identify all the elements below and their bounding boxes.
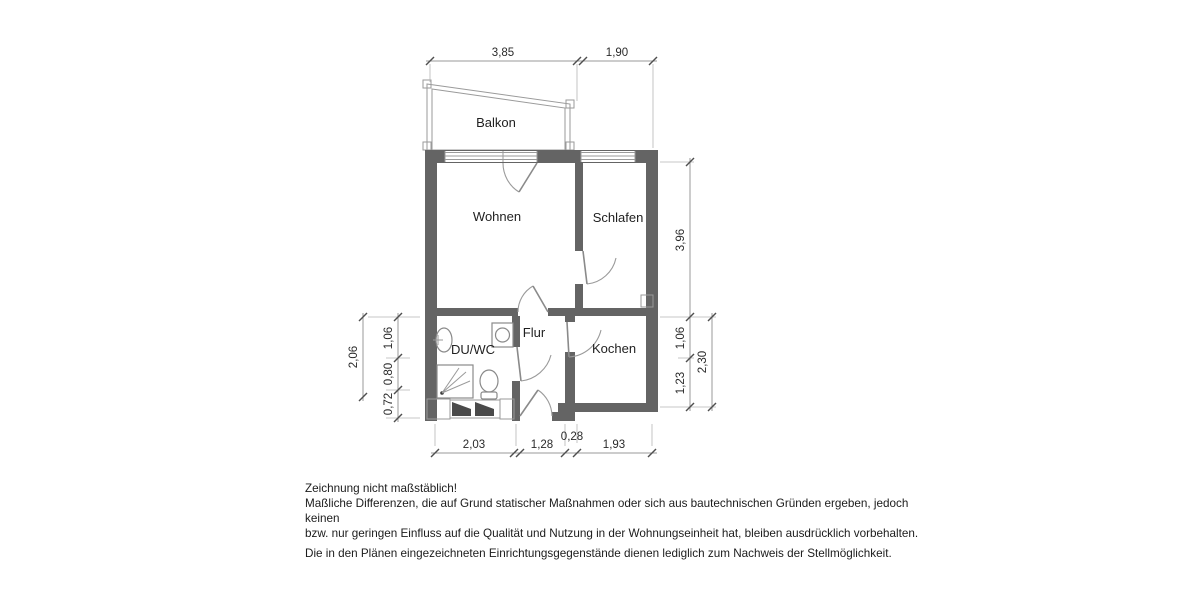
door-entrance bbox=[520, 390, 552, 416]
window-sash-icon bbox=[452, 402, 471, 416]
window-sash-icon bbox=[475, 402, 494, 416]
dim-left-inner-3: 0,72 bbox=[383, 392, 395, 416]
shower-icon bbox=[437, 365, 473, 398]
dim-bottom-1: 2,03 bbox=[462, 439, 486, 451]
bathroom-fixtures bbox=[433, 323, 513, 399]
room-label-balkon: Balkon bbox=[476, 115, 516, 130]
wall-left bbox=[425, 163, 437, 421]
dimension-left bbox=[348, 313, 420, 422]
dim-right-outer: 2,30 bbox=[697, 350, 709, 374]
wall-right bbox=[646, 163, 658, 412]
note-body-line2: bzw. nur geringen Einfluss auf die Qualität und Nutzung in der Wohnungseinheit hat, bleiben ausdrücklich vorbehalten. bbox=[305, 527, 919, 540]
dim-left-inner-1: 1,06 bbox=[383, 326, 395, 350]
wall-pier-hatched bbox=[500, 399, 514, 419]
wall-wohnen-schlafen-upper bbox=[575, 163, 583, 251]
dim-right-3: 1,23 bbox=[675, 371, 687, 395]
wall-duwc-flur-lower bbox=[512, 381, 520, 421]
dimension-top bbox=[426, 47, 657, 148]
dim-bottom-3: 0,28 bbox=[560, 431, 584, 443]
note-body-line1: Maßliche Differenzen, die auf Grund statischer Maßnahmen oder sich aus bautechnischen Gründen ergeben, jedoch keinen bbox=[305, 497, 909, 525]
door-wohnen-flur bbox=[518, 286, 548, 312]
room-label-schlafen: Schlafen bbox=[592, 210, 644, 225]
window-wohnen bbox=[445, 151, 537, 162]
dim-right-2: 1,06 bbox=[675, 326, 687, 350]
room-label-kochen: Kochen bbox=[591, 341, 637, 356]
wall-wohnen-schlafen-lower bbox=[575, 284, 583, 308]
window-schlafen bbox=[581, 151, 635, 162]
doors bbox=[503, 163, 616, 416]
door-duwc bbox=[517, 347, 551, 381]
wall-step bbox=[558, 403, 565, 412]
dim-bottom-2: 1,28 bbox=[530, 439, 554, 451]
dim-right-1: 3,96 bbox=[675, 228, 687, 252]
dim-left-inner-2: 0,80 bbox=[383, 362, 395, 386]
note-footer: Die in den Plänen eingezeichneten Einrichtungsgegenstände dienen lediglich zum Nachweis der Stellmöglichkeit. bbox=[305, 547, 892, 560]
wall-flur-kochen-stub bbox=[565, 316, 575, 322]
wall-kochen-bottom bbox=[565, 403, 658, 412]
window-band-duwc bbox=[427, 399, 514, 419]
dim-bottom-4: 1,93 bbox=[602, 439, 626, 451]
wall-middle-left bbox=[437, 308, 518, 316]
room-label-flur: Flur bbox=[522, 325, 546, 340]
dim-left-outer: 2,06 bbox=[348, 345, 360, 369]
room-label-duwc: DU/WC bbox=[450, 342, 496, 357]
dim-top-1: 3,85 bbox=[491, 47, 515, 59]
legal-notes bbox=[305, 481, 925, 561]
wall-flur-bottom-right bbox=[552, 412, 575, 421]
room-label-wohnen: Wohnen bbox=[472, 209, 522, 224]
washing-machine-icon bbox=[492, 323, 513, 347]
note-title: Zeichnung nicht maßstäblich! bbox=[305, 482, 458, 495]
door-balcony bbox=[503, 163, 537, 192]
dimension-bottom bbox=[431, 424, 657, 457]
toilet-icon bbox=[480, 370, 498, 399]
wall-middle-right bbox=[548, 308, 646, 316]
dimension-right bbox=[660, 158, 716, 411]
wall-flur-kochen bbox=[565, 352, 575, 405]
dim-top-2: 1,90 bbox=[605, 47, 629, 59]
door-schlafen bbox=[583, 251, 616, 284]
